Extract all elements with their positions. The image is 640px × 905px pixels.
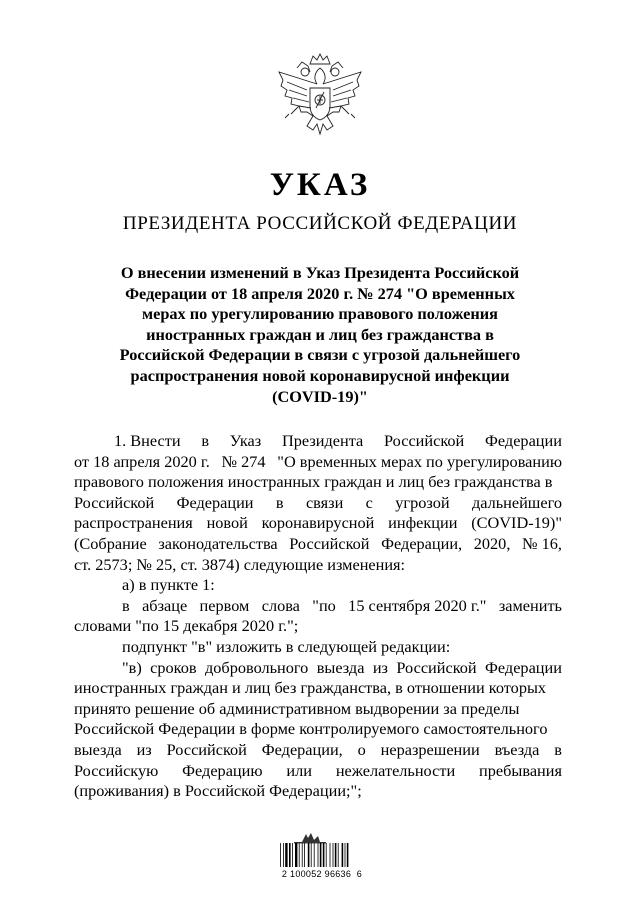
- heading-line: Федерации от 18 апреля 2020 г. № 274 "О временных: [125, 283, 515, 303]
- body-word: от 18 апреля 2020 г.: [74, 451, 210, 471]
- body-word: дальнейшего: [471, 492, 562, 512]
- heading-line: О внесении изменений в Указ Президента Российской: [120, 263, 520, 282]
- body-word: Российской Федерации в форме контролируемого самостоятельного: [74, 719, 548, 739]
- body-word: из: [372, 657, 388, 677]
- heading-line: мерах по урегулированию правового положения: [142, 304, 498, 324]
- heading-line: Российской Федерации в связи с угрозой дальнейшего: [119, 345, 521, 365]
- body-word: въезда: [494, 739, 540, 759]
- body-word: (Собрание: [74, 533, 147, 553]
- body-word: неразрешении: [380, 739, 480, 759]
- body-word: правового положения иностранных граждан и лиц без гражданства в: [74, 472, 553, 492]
- body-word: 15 сентября 2020 г.": [348, 595, 487, 615]
- body-word: "по: [312, 595, 336, 615]
- body-word: Федерации: [176, 492, 254, 512]
- body-word: пребывания: [479, 760, 562, 780]
- body-word: нежелательности: [335, 760, 456, 780]
- body-word: Федерацию: [182, 760, 263, 780]
- body-word: слова: [261, 595, 300, 615]
- body-word: Российской: [289, 533, 370, 553]
- body-word: подпункт "в" изложить в следующей редакции:: [122, 636, 451, 656]
- body-word: иностранных граждан и лиц без гражданства, в отношении которых: [74, 678, 547, 698]
- body-word: (проживания) в Российской Федерации;";: [74, 781, 362, 801]
- document-subtitle: ПРЕЗИДЕНТА РОССИЙСКОЙ ФЕДЕРАЦИИ: [122, 213, 518, 234]
- body-word: 1. Внести: [114, 431, 181, 450]
- body-line: [74, 493, 562, 514]
- body-word: "в): [122, 657, 142, 677]
- body-word: № 274: [221, 451, 266, 471]
- body-word: выезда: [74, 739, 122, 759]
- body-word: (COVID-19)": [471, 513, 562, 533]
- body-word: Федерации,: [261, 739, 343, 759]
- body-word: Федерации: [485, 431, 562, 450]
- barcode-number: 2 100052 96636 6: [281, 869, 363, 879]
- body-word: новой: [206, 513, 248, 533]
- body-word: законодательства: [158, 533, 278, 553]
- body-word: связи: [305, 492, 344, 512]
- body-word: Президента: [282, 431, 364, 450]
- body-line: [74, 472, 562, 493]
- body-word: Указ: [229, 431, 262, 450]
- body-line: [74, 699, 562, 720]
- body-word: Российскую: [74, 760, 159, 780]
- document-title: УКАЗ: [269, 167, 371, 203]
- body-word: первом: [199, 595, 250, 615]
- body-line: [74, 658, 562, 679]
- body-line: [74, 534, 562, 555]
- body-word: 2020,: [473, 533, 511, 553]
- heading-line: распространения новой коронавирусной инфекции: [130, 365, 510, 385]
- body-word: распространения: [74, 513, 193, 533]
- body-word: в: [122, 595, 130, 615]
- body-line: [74, 513, 562, 534]
- heading-line: иностранных граждан и лиц без гражданства в: [146, 324, 494, 344]
- body-line: [74, 616, 562, 637]
- decree-heading: [100, 263, 540, 407]
- body-word: абзаце: [142, 595, 188, 615]
- body-word: с: [365, 492, 373, 512]
- body-word: в: [275, 492, 284, 512]
- body-line: [74, 761, 562, 782]
- body-line: [74, 740, 562, 761]
- body-word: № 16,: [522, 533, 562, 553]
- body-line: [74, 431, 562, 452]
- body-word: или: [286, 760, 312, 780]
- body-word: в: [201, 431, 210, 450]
- body-line: [74, 575, 562, 596]
- body-line: [74, 719, 562, 740]
- body-word: в: [554, 739, 562, 759]
- body-line: [74, 555, 562, 576]
- body-word: Федерации: [485, 657, 562, 677]
- body-word: о: [357, 739, 366, 759]
- body-word: добровольного: [205, 657, 309, 677]
- body-word: сроков: [150, 657, 197, 677]
- body-word: выезда: [316, 657, 365, 677]
- body-word: ст. 2573; № 25, ст. 3874) следующие изменения:: [74, 554, 406, 574]
- body-word: инфекции: [388, 513, 458, 533]
- body-word: Российской: [384, 431, 465, 450]
- body-word: угрозой: [395, 492, 450, 512]
- body-word: Федерации,: [381, 533, 463, 553]
- coat-of-arms-icon: [277, 50, 363, 142]
- decree-body: [74, 431, 562, 802]
- body-word: Российской: [396, 657, 477, 677]
- body-word: заменить: [498, 595, 562, 615]
- body-word: "О временных мерах по урегулированию: [277, 451, 562, 471]
- body-line: [74, 678, 562, 699]
- body-line: [74, 452, 562, 473]
- body-word: Российской: [74, 492, 155, 512]
- body-line: [74, 637, 562, 658]
- body-word: а) в пункте 1:: [122, 575, 215, 595]
- body-word: Российской: [166, 739, 247, 759]
- body-line: [74, 596, 562, 617]
- heading-line: (COVID-19)": [272, 386, 368, 406]
- body-word: коронавирусной: [261, 513, 375, 533]
- body-word: принято решение об административном выдворении за пределы: [74, 698, 520, 718]
- body-line: [74, 781, 562, 802]
- body-word: из: [136, 739, 152, 759]
- body-word: словами "по 15 декабря 2020 г.";: [74, 616, 299, 636]
